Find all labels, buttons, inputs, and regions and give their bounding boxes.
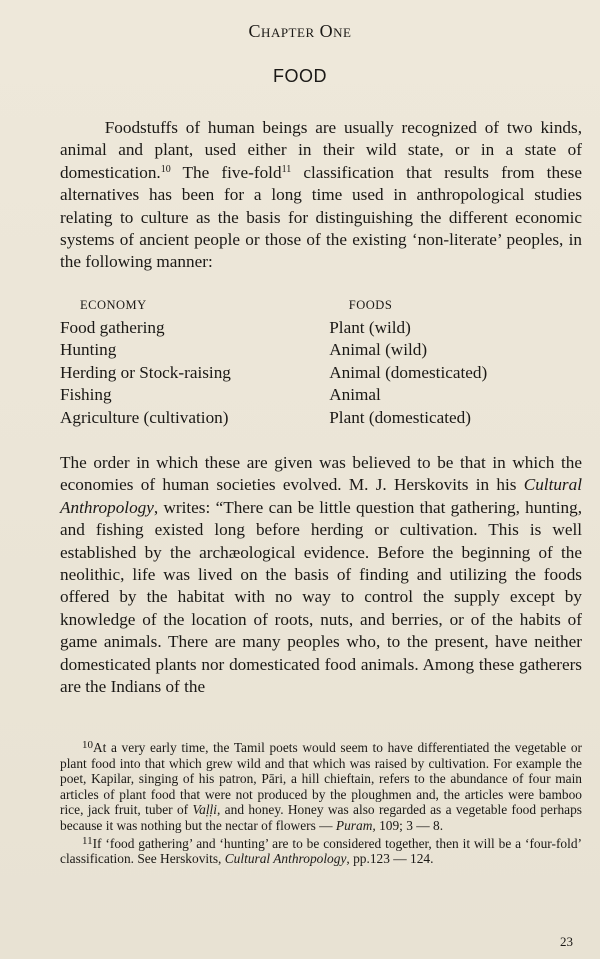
paragraph-intro xyxy=(60,117,582,274)
footnote-text: , and honey. Honey was also regarded as a vegetable food perhaps because it was nothing but the nectar of flowers — xyxy=(60,802,582,833)
economy-cell: Fishing xyxy=(60,385,112,405)
paragraph-intro-text: Foodstuffs of human beings are usually recognized of two kinds, animal and plant, used either in their wild state, or in a state of domestication. xyxy=(60,118,582,182)
table-row xyxy=(60,317,560,339)
footnote-10 xyxy=(60,740,582,834)
column-header-foods: FOODS xyxy=(348,298,393,312)
footnote-text: 109; 3 — 8. xyxy=(375,817,444,833)
economy-foods-table xyxy=(60,298,560,429)
paragraph-intro-text-2: The five-fold xyxy=(170,162,282,182)
page-number: 23 xyxy=(560,934,573,949)
table-row xyxy=(60,362,560,384)
chapter-heading: Chapter One xyxy=(248,21,352,41)
paragraph-intro-text-3: classification that results from these alternatives has been for a long time used in anthropological studies relating to culture as the basis for distinguishing the different economic systems of ancient people or those of the existing ‘non-literate’ peoples, in the following manner: xyxy=(60,162,582,272)
footnote-italic: Cultural Anthropology xyxy=(224,851,347,867)
footnote-text: , pp.123 — 124. xyxy=(346,851,434,867)
foods-cell: Animal (domesticated) xyxy=(329,362,488,382)
footnote-ref-11[interactable]: 11 xyxy=(281,163,292,175)
economy-cell: Herding or Stock-raising xyxy=(60,362,231,382)
foods-cell: Animal (wild) xyxy=(329,340,428,360)
economy-cell: Agriculture (cultivation) xyxy=(60,407,229,427)
footnote-text: If ‘food gathering’ and ‘hunting’ are to be considered together, then it will be a ‘four-fold’ classification. See Herskovits, xyxy=(60,835,582,867)
footnote-11 xyxy=(60,836,582,867)
table-header xyxy=(60,298,560,313)
foods-cell: Plant (wild) xyxy=(329,318,411,337)
foods-cell: Plant (domesticated) xyxy=(329,407,471,427)
paragraph-herskovits xyxy=(60,452,582,698)
table-row xyxy=(60,407,560,429)
footnote-text: At a very early time, the Tamil poets would seem to have differentiated the vegetable or plant food into that which grew wild and that which was raised by cultivation. For example the poet, Kapilar, singing of his patron, Pāri, a hill chieftain, refers to the abundance of four main articles of plant food that were not produced by the ploughmen and, the articles were bamboo rice, jack fruit, tuber of xyxy=(60,740,582,818)
table-row xyxy=(60,339,560,361)
footnote-italic: Puram, xyxy=(335,817,376,833)
column-header-economy: ECONOMY xyxy=(80,298,147,312)
footnote-ref-10[interactable]: 10 xyxy=(160,163,171,175)
economy-cell: Food gathering xyxy=(60,318,165,337)
table-row xyxy=(60,384,560,406)
footnote-mark: 11 xyxy=(82,834,93,847)
footnote-italic: Vaḷḷi xyxy=(192,802,217,818)
book-title: Cultural Anthropology xyxy=(60,475,582,517)
section-title: FOOD xyxy=(273,66,327,86)
footnote-mark: 10 xyxy=(82,739,93,751)
footnotes xyxy=(60,740,582,867)
economy-cell: Hunting xyxy=(60,340,117,360)
paragraph-herskovits-text-2: , writes: “There can be little question that gathering, hunting, and fishing existed long before herding or cultivation. This is well established by the archæological evidence. Before the beginning of the neolithic, life was lived on the basis of finding and utilizing the foods offered by the habitat with no way to control the supply except by knowledge of the location of roots, nuts, and berries, or of the habits of game animals. There are many peoples who, to the present, have neither domesticated plants nor domesticated food animals. Among these gatherers are the Indians of the xyxy=(60,497,582,697)
paragraph-herskovits-text: The order in which these are given was believed to be that in which the economies of human societies evolved. M. J. Herskovits in his xyxy=(60,453,582,495)
foods-cell: Animal xyxy=(329,385,381,405)
